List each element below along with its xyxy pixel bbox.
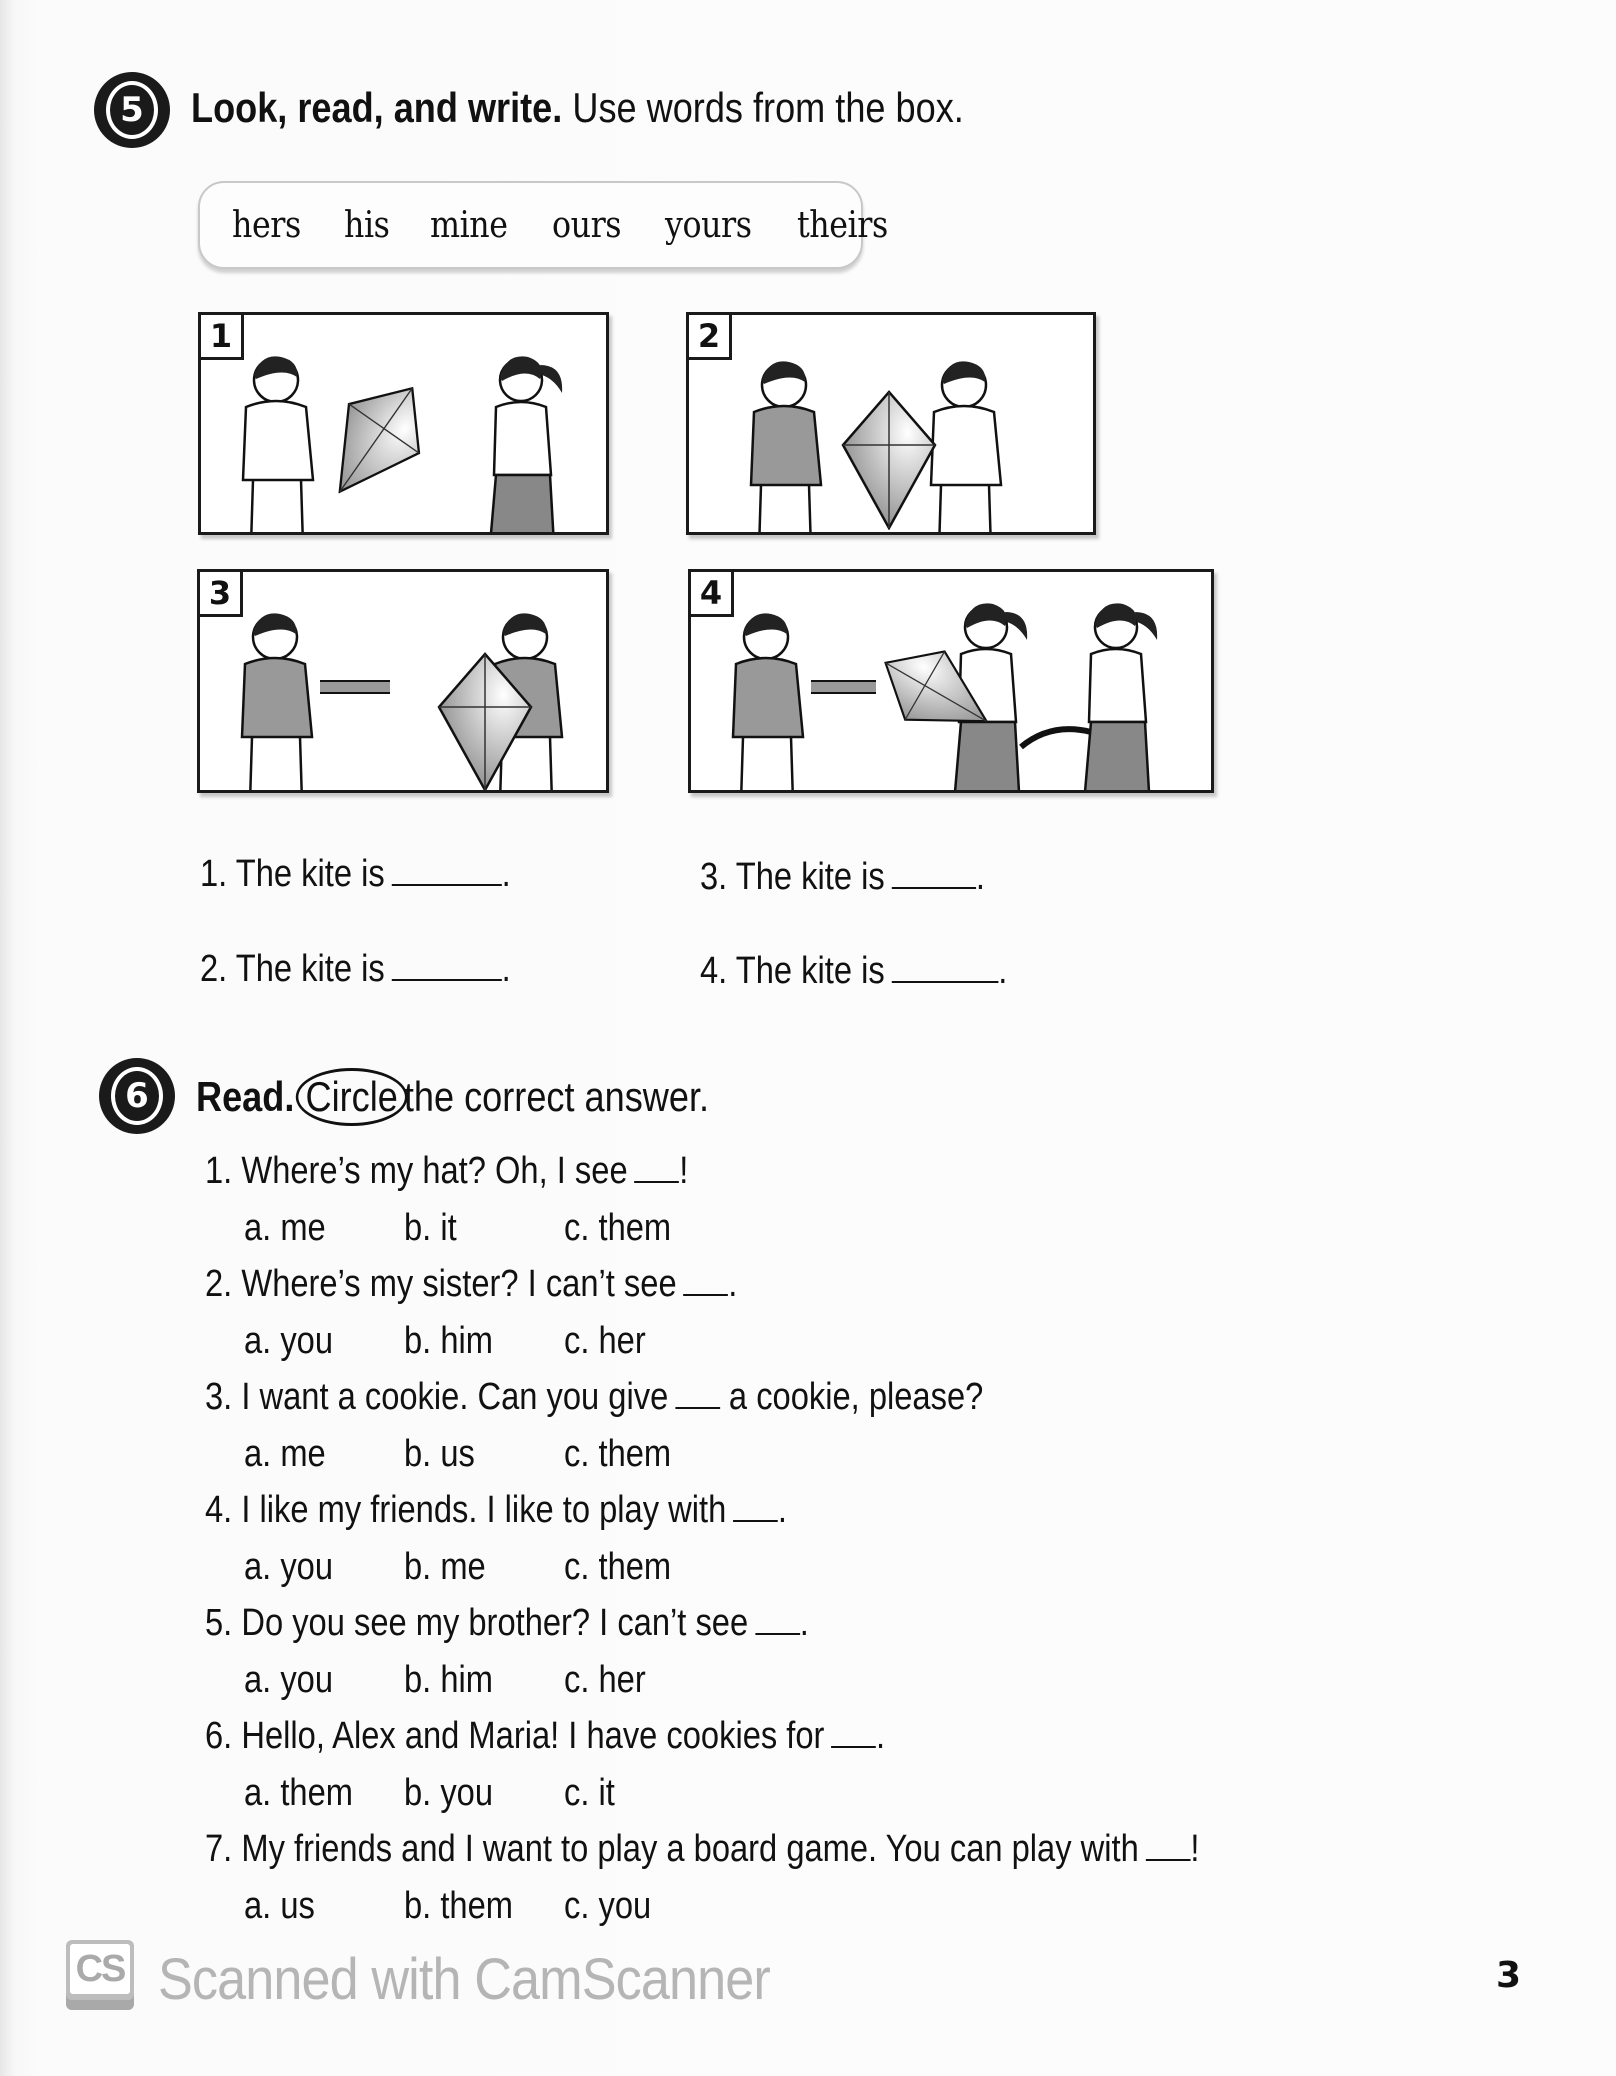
- answer-option[interactable]: b. us: [404, 1433, 475, 1475]
- answer-option[interactable]: c. her: [564, 1320, 646, 1362]
- illustration-boy-pointing-at-other-boy-kite: [200, 572, 606, 790]
- question-3: 3. I want a cookie. Can you give a cookie, please?: [205, 1376, 984, 1418]
- sentence-1: 1. The kite is .: [200, 853, 511, 895]
- answer-option[interactable]: c. you: [564, 1885, 652, 1927]
- sentence-2: 2. The kite is .: [200, 948, 511, 990]
- camscanner-logo: CS: [66, 1940, 134, 2010]
- question-6: 6. Hello, Alex and Maria! I have cookies for .: [205, 1715, 886, 1757]
- answer-option[interactable]: a. them: [244, 1772, 353, 1814]
- answer-option[interactable]: b. them: [404, 1885, 513, 1927]
- answer-option[interactable]: a. me: [244, 1433, 326, 1475]
- question-7: 7. My friends and I want to play a board game. You can play with !: [205, 1828, 1200, 1870]
- section-6-title: Read. Circle the correct answer.: [196, 1068, 709, 1126]
- word-box-item: his: [344, 204, 390, 246]
- illustration-boy-pointing-at-girls-kite: [691, 572, 1211, 790]
- answer-blank[interactable]: [392, 949, 502, 981]
- section-5-title-rest: Use words from the box.: [562, 84, 964, 131]
- answer-blank[interactable]: [684, 1264, 729, 1296]
- answer-blank[interactable]: [1146, 1829, 1191, 1861]
- sentence-4: 4. The kite is .: [700, 950, 1008, 992]
- answer-option[interactable]: b. me: [404, 1546, 486, 1588]
- answer-option[interactable]: a. me: [244, 1207, 326, 1249]
- panel-number: 1: [201, 315, 244, 360]
- answer-blank[interactable]: [892, 951, 999, 983]
- picture-panel-2: [686, 312, 1096, 535]
- answer-option[interactable]: c. them: [564, 1433, 672, 1475]
- panel-number: 3: [200, 572, 243, 617]
- picture-panel-3: [197, 569, 609, 793]
- answer-blank[interactable]: [635, 1151, 680, 1183]
- answer-blank[interactable]: [755, 1603, 800, 1635]
- word-box-item: hers: [232, 204, 301, 246]
- circled-word: Circle: [296, 1068, 407, 1126]
- answer-option[interactable]: c. them: [564, 1207, 672, 1249]
- answer-option[interactable]: c. them: [564, 1546, 672, 1588]
- illustration-boy-giving-kite-to-girl: [201, 315, 606, 532]
- question-4: 4. I like my friends. I like to play with .: [205, 1489, 787, 1531]
- page-number: 3: [1496, 1955, 1522, 1996]
- answer-option[interactable]: b. him: [404, 1659, 493, 1701]
- section-5-badge: 5: [94, 72, 170, 148]
- word-box-item: yours: [664, 204, 752, 246]
- answer-option[interactable]: a. you: [244, 1320, 334, 1362]
- word-box-item: theirs: [796, 204, 888, 246]
- answer-option[interactable]: a. you: [244, 1659, 334, 1701]
- answer-blank[interactable]: [733, 1490, 778, 1522]
- picture-panel-1: [198, 312, 609, 535]
- answer-blank[interactable]: [892, 857, 976, 889]
- answer-option[interactable]: b. it: [404, 1207, 457, 1249]
- panel-number: 4: [691, 572, 734, 617]
- answer-option[interactable]: a. you: [244, 1546, 334, 1588]
- question-1: 1. Where’s my hat? Oh, I see !: [205, 1150, 689, 1192]
- panel-number: 2: [689, 315, 732, 360]
- picture-panel-4: [688, 569, 1214, 793]
- section-6-badge: 6: [99, 1058, 175, 1134]
- word-box: [198, 181, 888, 269]
- answer-option[interactable]: b. him: [404, 1320, 493, 1362]
- answer-blank[interactable]: [675, 1377, 720, 1409]
- word-box-item: mine: [429, 204, 508, 246]
- question-5: 5. Do you see my brother? I can’t see .: [205, 1602, 809, 1644]
- section-5-title: [191, 84, 964, 132]
- answer-option[interactable]: a. us: [244, 1885, 315, 1927]
- question-2: 2. Where’s my sister? I can’t see .: [205, 1263, 738, 1305]
- word-box-item: ours: [552, 204, 622, 246]
- sentence-3: 3. The kite is .: [700, 856, 985, 898]
- answer-blank[interactable]: [392, 854, 502, 886]
- answer-option[interactable]: b. you: [404, 1772, 494, 1814]
- camscanner-watermark: Scanned with CamScanner: [158, 1947, 770, 2012]
- illustration-two-boys-holding-kite: [689, 315, 1093, 532]
- answer-blank[interactable]: [831, 1716, 876, 1748]
- answer-option[interactable]: c. it: [564, 1772, 615, 1814]
- answer-option[interactable]: c. her: [564, 1659, 646, 1701]
- section-5-title-bold: Look, read, and write.: [191, 84, 563, 131]
